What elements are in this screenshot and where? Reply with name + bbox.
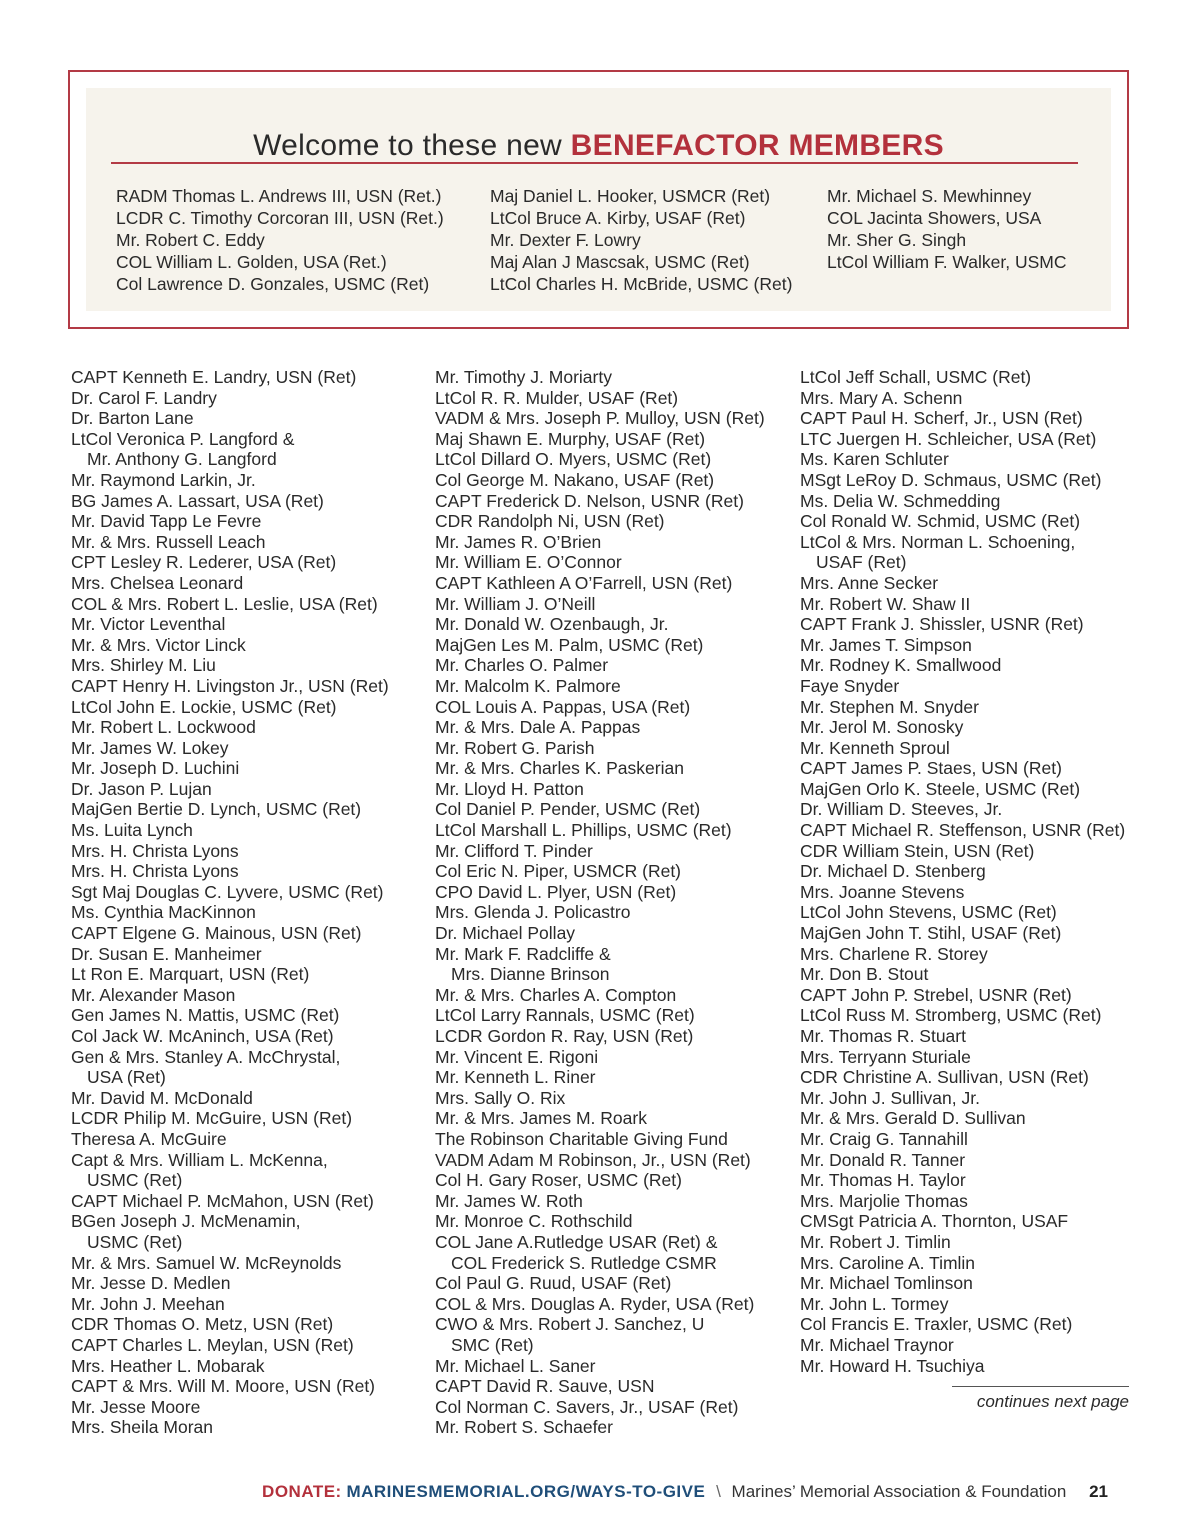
member-name: Mr. Craig G. Tannahill	[800, 1128, 968, 1149]
footer-separator: \	[716, 1482, 721, 1501]
member-name: USAF (Ret)	[816, 552, 907, 573]
member-name: Mr. Jesse Moore	[71, 1396, 201, 1417]
member-name: CPO David L. Plyer, USN (Ret)	[435, 881, 677, 902]
member-name: Mrs. Marjolie Thomas	[800, 1190, 968, 1211]
benefactor-box	[68, 70, 1129, 329]
member-name: LtCol Veronica P. Langford &	[71, 428, 295, 449]
member-name: LtCol & Mrs. Norman L. Schoening,	[800, 531, 1076, 552]
member-name: LCDR Gordon R. Ray, USN (Ret)	[435, 1026, 694, 1046]
member-name: MajGen Les M. Palm, USMC (Ret)	[435, 634, 704, 655]
member-name: CAPT Michael R. Steffenson, USNR (Ret)	[800, 820, 1126, 841]
member-name: Mr. Don B. Stout	[800, 964, 929, 985]
member-name: LtCol R. R. Mulder, USAF (Ret)	[435, 387, 679, 408]
member-name: Mr. Rodney K. Smallwood	[800, 655, 1002, 676]
footer-org-name: Marines’ Memorial Association & Foundation	[731, 1482, 1067, 1501]
member-name: Dr. Susan E. Manheimer	[71, 943, 262, 964]
benefactor-name: Mr. Dexter F. Lowry	[490, 230, 641, 250]
member-name: Mrs. Sally O. Rix	[435, 1087, 566, 1108]
member-name: Mr. James R. O’Brien	[435, 531, 602, 552]
member-name: Mr. Charles O. Palmer	[435, 655, 609, 676]
benefactor-column-2	[490, 185, 792, 295]
member-name: Mr. Jerol M. Sonosky	[800, 717, 964, 738]
member-name: Mr. & Mrs. Samuel W. McReynolds	[71, 1252, 342, 1273]
member-name: Dr. Jason P. Lujan	[71, 778, 212, 799]
member-name: MajGen John T. Stihl, USAF (Ret)	[800, 923, 1062, 944]
member-name: LtCol Larry Rannals, USMC (Ret)	[435, 1005, 695, 1026]
member-name: Ms. Delia W. Schmedding	[800, 490, 1001, 511]
member-name: SMC (Ret)	[451, 1334, 534, 1355]
benefactor-title	[86, 126, 1111, 166]
member-name: Mr. Robert S. Schaefer	[435, 1417, 613, 1438]
member-name: Mr. Vincent E. Rigoni	[435, 1046, 599, 1067]
member-name: Mr. Clifford T. Pinder	[435, 840, 593, 861]
member-name: COL Frederick S. Rutledge CSMR	[451, 1252, 717, 1273]
member-name: CDR Randolph Ni, USN (Ret)	[435, 511, 665, 532]
member-name: Mr. & Mrs. Russell Leach	[71, 531, 266, 552]
member-column-3	[800, 367, 1125, 1376]
member-name: Mr. James T. Simpson	[800, 634, 972, 655]
member-name: Sgt Maj Douglas C. Lyvere, USMC (Ret)	[71, 881, 384, 902]
member-name: Mrs. Charlene R. Storey	[800, 943, 988, 964]
member-name: LtCol John E. Lockie, USMC (Ret)	[71, 696, 337, 717]
member-name: Mrs. Shirley M. Liu	[71, 655, 216, 676]
member-name: USMC (Ret)	[87, 1170, 183, 1191]
member-name: Mr. & Mrs. Dale A. Pappas	[435, 717, 641, 738]
member-name: COL & Mrs. Robert L. Leslie, USA (Ret)	[71, 593, 378, 614]
member-name: Mr. John J. Sullivan, Jr.	[800, 1087, 980, 1108]
member-name: LtCol Russ M. Stromberg, USMC (Ret)	[800, 1005, 1102, 1026]
member-name: Ms. Karen Schluter	[800, 449, 949, 470]
member-name: BGen Joseph J. McMenamin,	[71, 1211, 301, 1232]
benefactor-name: LCDR C. Timothy Corcoran III, USN (Ret.)	[116, 208, 444, 228]
member-name: Mr. & Mrs. Charles A. Compton	[435, 984, 677, 1005]
member-name: Dr. Carol F. Landry	[71, 387, 217, 408]
benefactor-title-lead: Welcome to these new	[253, 129, 563, 162]
member-name: CAPT Frank J. Shissler, USNR (Ret)	[800, 614, 1084, 635]
member-name: Mr. Donald R. Tanner	[800, 1149, 966, 1170]
member-name: CPT Lesley R. Lederer, USA (Ret)	[71, 552, 337, 573]
benefactor-name: Col Lawrence D. Gonzales, USMC (Ret)	[116, 274, 430, 294]
member-name: Mr. Robert J. Timlin	[800, 1231, 951, 1252]
member-name: Mr. Timothy J. Moriarty	[435, 367, 612, 387]
member-name: Mr. Kenneth Sproul	[800, 737, 950, 758]
member-name: Ms. Cynthia MacKinnon	[71, 902, 256, 923]
member-name: Lt Ron E. Marquart, USN (Ret)	[71, 964, 310, 985]
member-name: Mr. William J. O’Neill	[435, 593, 596, 614]
member-name: Dr. Michael Pollay	[435, 923, 576, 944]
member-name: CDR Christine A. Sullivan, USN (Ret)	[800, 1067, 1089, 1088]
member-name: Mrs. Terryann Sturiale	[800, 1046, 971, 1067]
benefactor-name: COL William L. Golden, USA (Ret.)	[116, 252, 387, 272]
member-column-2	[435, 367, 765, 1438]
benefactor-name: Mr. Michael S. Mewhinney	[827, 186, 1032, 206]
member-name: Theresa A. McGuire	[71, 1128, 227, 1149]
donate-label: DONATE:	[262, 1482, 342, 1501]
member-name: CAPT John P. Strebel, USNR (Ret)	[800, 984, 1072, 1005]
member-name: Mr. Michael L. Saner	[435, 1355, 596, 1376]
member-name: Col Francis E. Traxler, USMC (Ret)	[800, 1314, 1073, 1335]
benefactor-name: Mr. Sher G. Singh	[827, 230, 967, 250]
member-name: Col Norman C. Savers, Jr., USAF (Ret)	[435, 1396, 739, 1417]
member-name: Mr. Raymond Larkin, Jr.	[71, 469, 256, 490]
member-name: Col Jack W. McAninch, USA (Ret)	[71, 1026, 334, 1046]
member-name: CAPT David R. Sauve, USN	[435, 1376, 655, 1397]
member-name: Mr. & Mrs. Gerald D. Sullivan	[800, 1108, 1026, 1129]
donate-link[interactable]: MARINESMEMORIAL.ORG/WAYS-TO-GIVE	[346, 1482, 706, 1501]
member-name: Mr. & Mrs. James M. Roark	[435, 1108, 647, 1129]
member-name: Mr. David Tapp Le Fevre	[71, 511, 262, 532]
member-name: LtCol Dillard O. Myers, USMC (Ret)	[435, 449, 712, 470]
page-number: 21	[1089, 1482, 1108, 1501]
member-name: Mr. Donald W. Ozenbaugh, Jr.	[435, 614, 669, 635]
member-name: USA (Ret)	[87, 1067, 166, 1088]
benefactor-name: LtCol Charles H. McBride, USMC (Ret)	[490, 274, 793, 294]
member-name: LtCol Marshall L. Phillips, USMC (Ret)	[435, 820, 732, 841]
member-name: BG James A. Lassart, USA (Ret)	[71, 490, 324, 511]
member-name: Mrs. Mary A. Schenn	[800, 387, 963, 408]
member-name: LtCol John Stevens, USMC (Ret)	[800, 902, 1057, 923]
member-name: Mr. Monroe C. Rothschild	[435, 1211, 633, 1232]
member-name: Mrs. Sheila Moran	[71, 1417, 213, 1438]
member-name: Mr. Lloyd H. Patton	[435, 778, 584, 799]
member-name: Col Daniel P. Pender, USMC (Ret)	[435, 799, 701, 820]
member-name: The Robinson Charitable Giving Fund	[435, 1128, 728, 1149]
member-name: CAPT Charles L. Meylan, USN (Ret)	[71, 1334, 354, 1355]
member-name: CAPT Michael P. McMahon, USN (Ret)	[71, 1190, 374, 1211]
benefactor-name: Maj Alan J Mascsak, USMC (Ret)	[490, 252, 750, 272]
member-name: Mr. Alexander Mason	[71, 984, 236, 1005]
member-name: CMSgt Patricia A. Thornton, USAF	[800, 1211, 1069, 1232]
member-name: Mrs. H. Christa Lyons	[71, 861, 239, 882]
member-name: Mr. William E. O’Connor	[435, 552, 622, 573]
member-name: COL & Mrs. Douglas A. Ryder, USA (Ret)	[435, 1293, 755, 1314]
benefactor-name: Mr. Robert C. Eddy	[116, 230, 265, 250]
member-name: Mr. Michael Tomlinson	[800, 1273, 973, 1294]
member-name: Mr. Robert W. Shaw II	[800, 593, 971, 614]
title-divider	[111, 162, 1078, 164]
member-name: Mr. James W. Lokey	[71, 737, 229, 758]
member-name: Mr. Kenneth L. Riner	[435, 1067, 596, 1088]
member-name: VADM Adam M Robinson, Jr., USN (Ret)	[435, 1149, 751, 1170]
member-name: Faye Snyder	[800, 675, 900, 696]
member-name: Mr. Mark F. Radcliffe &	[435, 943, 611, 964]
member-name: Ms. Luita Lynch	[71, 820, 193, 841]
member-name: CAPT Elgene G. Mainous, USN (Ret)	[71, 923, 362, 944]
member-name: Mr. Robert G. Parish	[435, 737, 595, 758]
benefactor-name: Maj Daniel L. Hooker, USMCR (Ret)	[490, 186, 771, 206]
member-name: Dr. Barton Lane	[71, 408, 194, 429]
member-name: MajGen Orlo K. Steele, USMC (Ret)	[800, 778, 1081, 799]
member-name: Col Eric N. Piper, USMCR (Ret)	[435, 861, 682, 882]
member-column-1	[71, 367, 389, 1438]
member-name: LCDR Philip M. McGuire, USN (Ret)	[71, 1108, 353, 1129]
page-footer	[0, 1482, 1108, 1502]
member-name: MSgt LeRoy D. Schmaus, USMC (Ret)	[800, 469, 1102, 490]
member-name: Mr. Robert L. Lockwood	[71, 717, 256, 738]
member-name: CAPT Paul H. Scherf, Jr., USN (Ret)	[800, 408, 1083, 429]
member-name: MajGen Bertie D. Lynch, USMC (Ret)	[71, 799, 362, 820]
member-name: Mr. & Mrs. Charles K. Paskerian	[435, 758, 684, 779]
member-name: Mr. David M. McDonald	[71, 1087, 253, 1108]
member-name: Mr. Thomas R. Stuart	[800, 1026, 966, 1046]
member-name: CAPT Kenneth E. Landry, USN (Ret)	[71, 367, 357, 387]
member-name: Mr. John J. Meehan	[71, 1293, 225, 1314]
member-name: CWO & Mrs. Robert J. Sanchez, U	[435, 1314, 705, 1335]
benefactor-panel	[86, 88, 1111, 311]
benefactor-title-accent: BENEFACTOR MEMBERS	[570, 129, 944, 162]
member-name: Mr. John L. Tormey	[800, 1293, 949, 1314]
member-name: Dr. Michael D. Stenberg	[800, 861, 986, 882]
member-name: Mrs. Glenda J. Policastro	[435, 902, 631, 923]
member-name: LTC Juergen H. Schleicher, USA (Ret)	[800, 428, 1097, 449]
member-name: Gen James N. Mattis, USMC (Ret)	[71, 1005, 340, 1026]
member-name: Mr. Stephen M. Snyder	[800, 696, 979, 717]
member-name: CAPT & Mrs. Will M. Moore, USN (Ret)	[71, 1376, 376, 1397]
member-name: COL Jane A.Rutledge USAR (Ret) &	[435, 1231, 718, 1252]
member-name: Col Ronald W. Schmid, USMC (Ret)	[800, 511, 1081, 532]
member-name: Mr. & Mrs. Victor Linck	[71, 634, 246, 655]
benefactor-name: LtCol William F. Walker, USMC	[827, 252, 1067, 272]
member-name: CAPT Henry H. Livingston Jr., USN (Ret)	[71, 675, 389, 696]
member-name: Mrs. Chelsea Leonard	[71, 572, 244, 593]
member-name: Mr. Joseph D. Luchini	[71, 758, 240, 779]
member-name: Mr. Jesse D. Medlen	[71, 1273, 231, 1294]
member-name: Mr. Victor Leventhal	[71, 614, 226, 635]
benefactor-column-3	[827, 185, 1067, 273]
member-name: Mr. Anthony G. Langford	[87, 449, 277, 470]
member-name: Mr. Thomas H. Taylor	[800, 1170, 966, 1191]
member-name: Mrs. Caroline A. Timlin	[800, 1252, 976, 1273]
member-name: CDR William Stein, USN (Ret)	[800, 840, 1035, 861]
member-name: Mr. James W. Roth	[435, 1190, 583, 1211]
member-name: Mrs. Joanne Stevens	[800, 881, 965, 902]
member-name: Mr. Michael Traynor	[800, 1334, 954, 1355]
member-name: VADM & Mrs. Joseph P. Mulloy, USN (Ret)	[435, 408, 765, 429]
benefactor-name: LtCol Bruce A. Kirby, USAF (Ret)	[490, 208, 746, 228]
member-name: Col H. Gary Roser, USMC (Ret)	[435, 1170, 682, 1191]
member-name: Col Paul G. Ruud, USAF (Ret)	[435, 1273, 672, 1294]
continues-next-page: continues next page	[952, 1386, 1129, 1412]
member-name: Mr. Malcolm K. Palmore	[435, 675, 621, 696]
member-name: Dr. William D. Steeves, Jr.	[800, 799, 1003, 820]
member-name: Gen & Mrs. Stanley A. McChrystal,	[71, 1046, 341, 1067]
benefactor-column-1	[116, 185, 444, 295]
member-name: Capt & Mrs. William L. McKenna,	[71, 1149, 328, 1170]
member-name: USMC (Ret)	[87, 1231, 183, 1252]
member-name: Mrs. H. Christa Lyons	[71, 840, 239, 861]
benefactor-name: COL Jacinta Showers, USA	[827, 208, 1042, 228]
member-name: CAPT Frederick D. Nelson, USNR (Ret)	[435, 490, 744, 511]
member-name: LtCol Jeff Schall, USMC (Ret)	[800, 367, 1032, 387]
member-name: Mrs. Dianne Brinson	[451, 964, 610, 985]
member-name: CAPT Kathleen A O’Farrell, USN (Ret)	[435, 572, 733, 593]
benefactor-name: RADM Thomas L. Andrews III, USN (Ret.)	[116, 186, 442, 206]
member-name: CAPT James P. Staes, USN (Ret)	[800, 758, 1062, 779]
member-name: Mr. Howard H. Tsuchiya	[800, 1355, 985, 1376]
member-name: Mrs. Anne Secker	[800, 572, 939, 593]
member-name: Mrs. Heather L. Mobarak	[71, 1355, 265, 1376]
member-name: CDR Thomas O. Metz, USN (Ret)	[71, 1314, 334, 1335]
member-name: Col George M. Nakano, USAF (Ret)	[435, 469, 715, 490]
member-name: Maj Shawn E. Murphy, USAF (Ret)	[435, 428, 706, 449]
member-name: COL Louis A. Pappas, USA (Ret)	[435, 696, 691, 717]
